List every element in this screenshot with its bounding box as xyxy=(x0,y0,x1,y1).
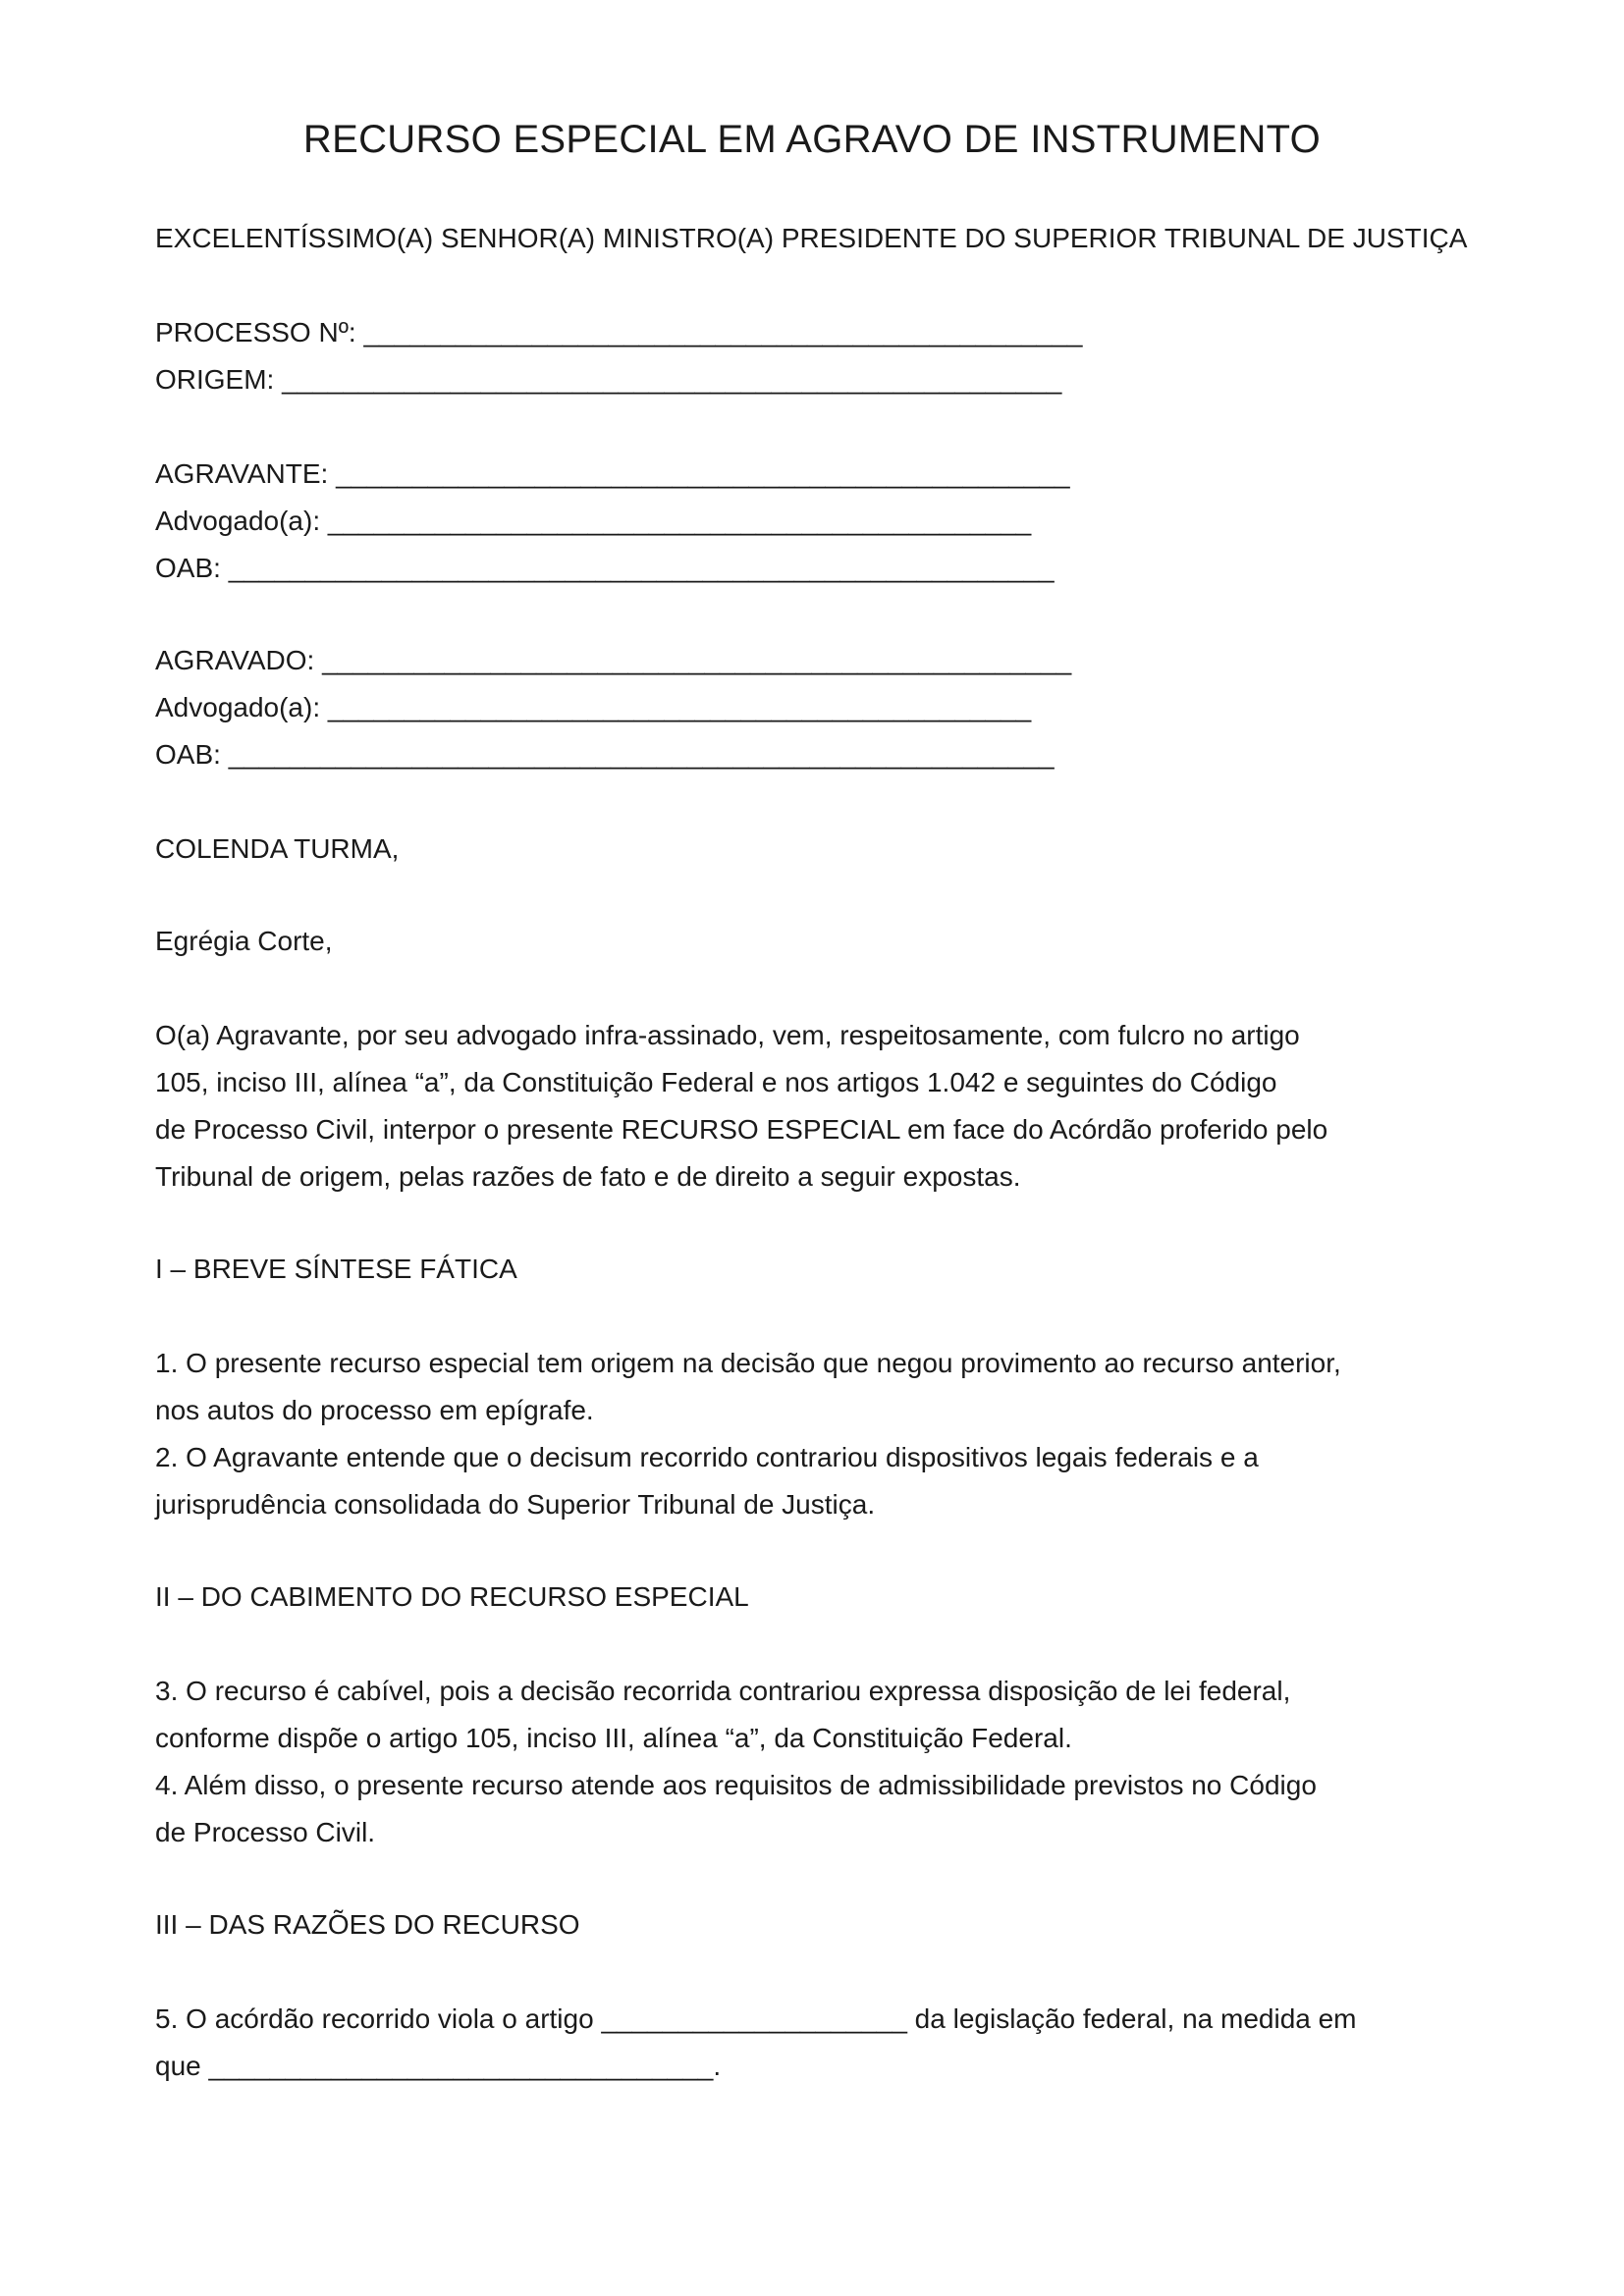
agravado-oab-field: OAB: ______________________________________________________ xyxy=(155,739,1055,770)
document-title: RECURSO ESPECIAL EM AGRAVO DE INSTRUMENTO xyxy=(302,118,1322,161)
intro-line: Tribunal de origem, pelas razões de fato e de direito a seguir expostas. xyxy=(155,1161,1021,1192)
processo-field: PROCESSO Nº: _______________________________________________ xyxy=(155,317,1083,347)
paragraph-line: jurisprudência consolidada do Superior Tribunal de Justiça. xyxy=(155,1489,876,1520)
paragraph-line: nos autos do processo em epígrafe. xyxy=(155,1395,594,1425)
salutation-colenda-turma: COLENDA TURMA, xyxy=(155,833,400,864)
paragraph-line: 3. O recurso é cabível, pois a decisão recorrida contrariou expressa disposição de lei federal, xyxy=(155,1676,1291,1706)
agravado-advogado-field: Advogado(a): ______________________________________________ xyxy=(155,692,1032,722)
paragraph-line: que _________________________________. xyxy=(155,2051,722,2081)
agravante-advogado-field: Advogado(a): ______________________________________________ xyxy=(155,506,1032,536)
paragraph-line: conforme dispõe o artigo 105, inciso III, alínea “a”, da Constituição Federal. xyxy=(155,1723,1072,1753)
intro-line: 105, inciso III, alínea “a”, da Constituição Federal e nos artigos 1.042 e seguintes do Código xyxy=(155,1067,1277,1097)
paragraph-line: 2. O Agravante entende que o decisum recorrido contrariou dispositivos legais federais e a xyxy=(155,1442,1259,1472)
agravante-field: AGRAVANTE: ________________________________________________ xyxy=(155,458,1070,489)
agravado-field: AGRAVADO: _________________________________________________ xyxy=(155,645,1072,675)
addressee: EXCELENTÍSSIMO(A) SENHOR(A) MINISTRO(A) PRESIDENTE DO SUPERIOR TRIBUNAL DE JUSTIÇA xyxy=(155,223,1468,253)
paragraph-line: 4. Além disso, o presente recurso atende aos requisitos de admissibilidade previstos no Código xyxy=(155,1770,1317,1800)
section-heading: I – BREVE SÍNTESE FÁTICA xyxy=(155,1254,517,1284)
paragraph-line: 1. O presente recurso especial tem origem na decisão que negou provimento ao recurso anterior, xyxy=(155,1348,1341,1378)
salutation-egregia-corte: Egrégia Corte, xyxy=(155,926,333,956)
intro-line: de Processo Civil, interpor o presente RECURSO ESPECIAL em face do Acórdão proferido pelo xyxy=(155,1114,1328,1145)
origem-field: ORIGEM: ___________________________________________________ xyxy=(155,364,1062,395)
section-heading: II – DO CABIMENTO DO RECURSO ESPECIAL xyxy=(155,1581,749,1612)
intro-line: O(a) Agravante, por seu advogado infra-assinado, vem, respeitosamente, com fulcro no artigo xyxy=(155,1020,1300,1050)
section-heading: III – DAS RAZÕES DO RECURSO xyxy=(155,1909,580,1940)
agravante-oab-field: OAB: ______________________________________________________ xyxy=(155,553,1055,583)
paragraph-line: 5. O acórdão recorrido viola o artigo ____________________ da legislação federal, na medida em xyxy=(155,2003,1357,2034)
paragraph-line: de Processo Civil. xyxy=(155,1817,376,1847)
